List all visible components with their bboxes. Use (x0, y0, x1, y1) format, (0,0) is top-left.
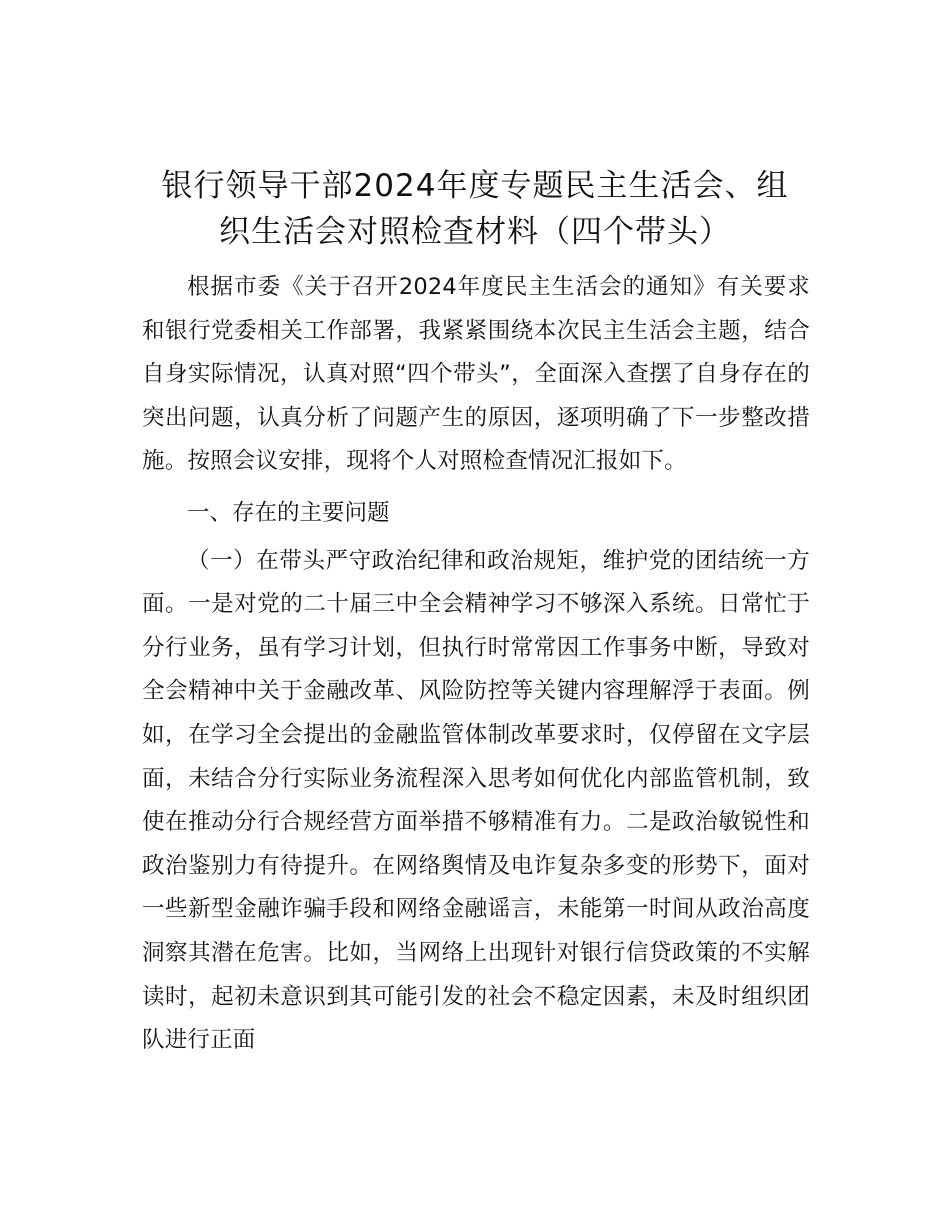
section-paragraph-political-discipline: （一）在带头严守政治纪律和政治规矩，维护党的团结统一方面。一是对党的二十届三中全会精神学习不够深入系统。日常忙于分行业务，虽有学习计划，但执行时常常因工作事务中断，导致对全会精神中关于金融改革、风险防控等关键内容理解浮于表面。例如，在学习全会提出的金融监管体制改革要求时，仅停留在文字层面，未结合分行实际业务流程深入思考如何优化内部监管机制，致使在推动分行合规经营方面举措不够精准有力。二是政治敏锐性和政治鉴别力有待提升。在网络舆情及电诈复杂多变的形势下，面对一些新型金融诈骗手段和网络金融谣言，未能第一时间从政治高度洞察其潜在危害。比如，当网络上出现针对银行信贷政策的不实解读时，起初未意识到其可能引发的社会不稳定因素，未及时组织团队进行正面 (142, 547, 810, 1054)
intro-paragraph: 根据市委《关于召开2024年度民主生活会的通知》有关要求和银行党委相关工作部署，我紧紧围绕本次民主生活会主题，结合自身实际情况，认真对照“四个带头”，全面深入查摆了自身存在的突出问题，认真分析了问题产生的原因，逐项明确了下一步整改措施。按照会议安排，现将个人对照检查情况汇报如下。 (142, 274, 810, 475)
document-title (120, 163, 830, 255)
title-line-1: 银行领导干部2024年度专题民主生活会、组 (161, 168, 789, 204)
title-line-2: 织生活会对照检查材料（四个带头） (219, 214, 731, 250)
section-heading-main-problems: 一、存在的主要问题 (187, 499, 390, 526)
document-body (142, 266, 810, 1063)
